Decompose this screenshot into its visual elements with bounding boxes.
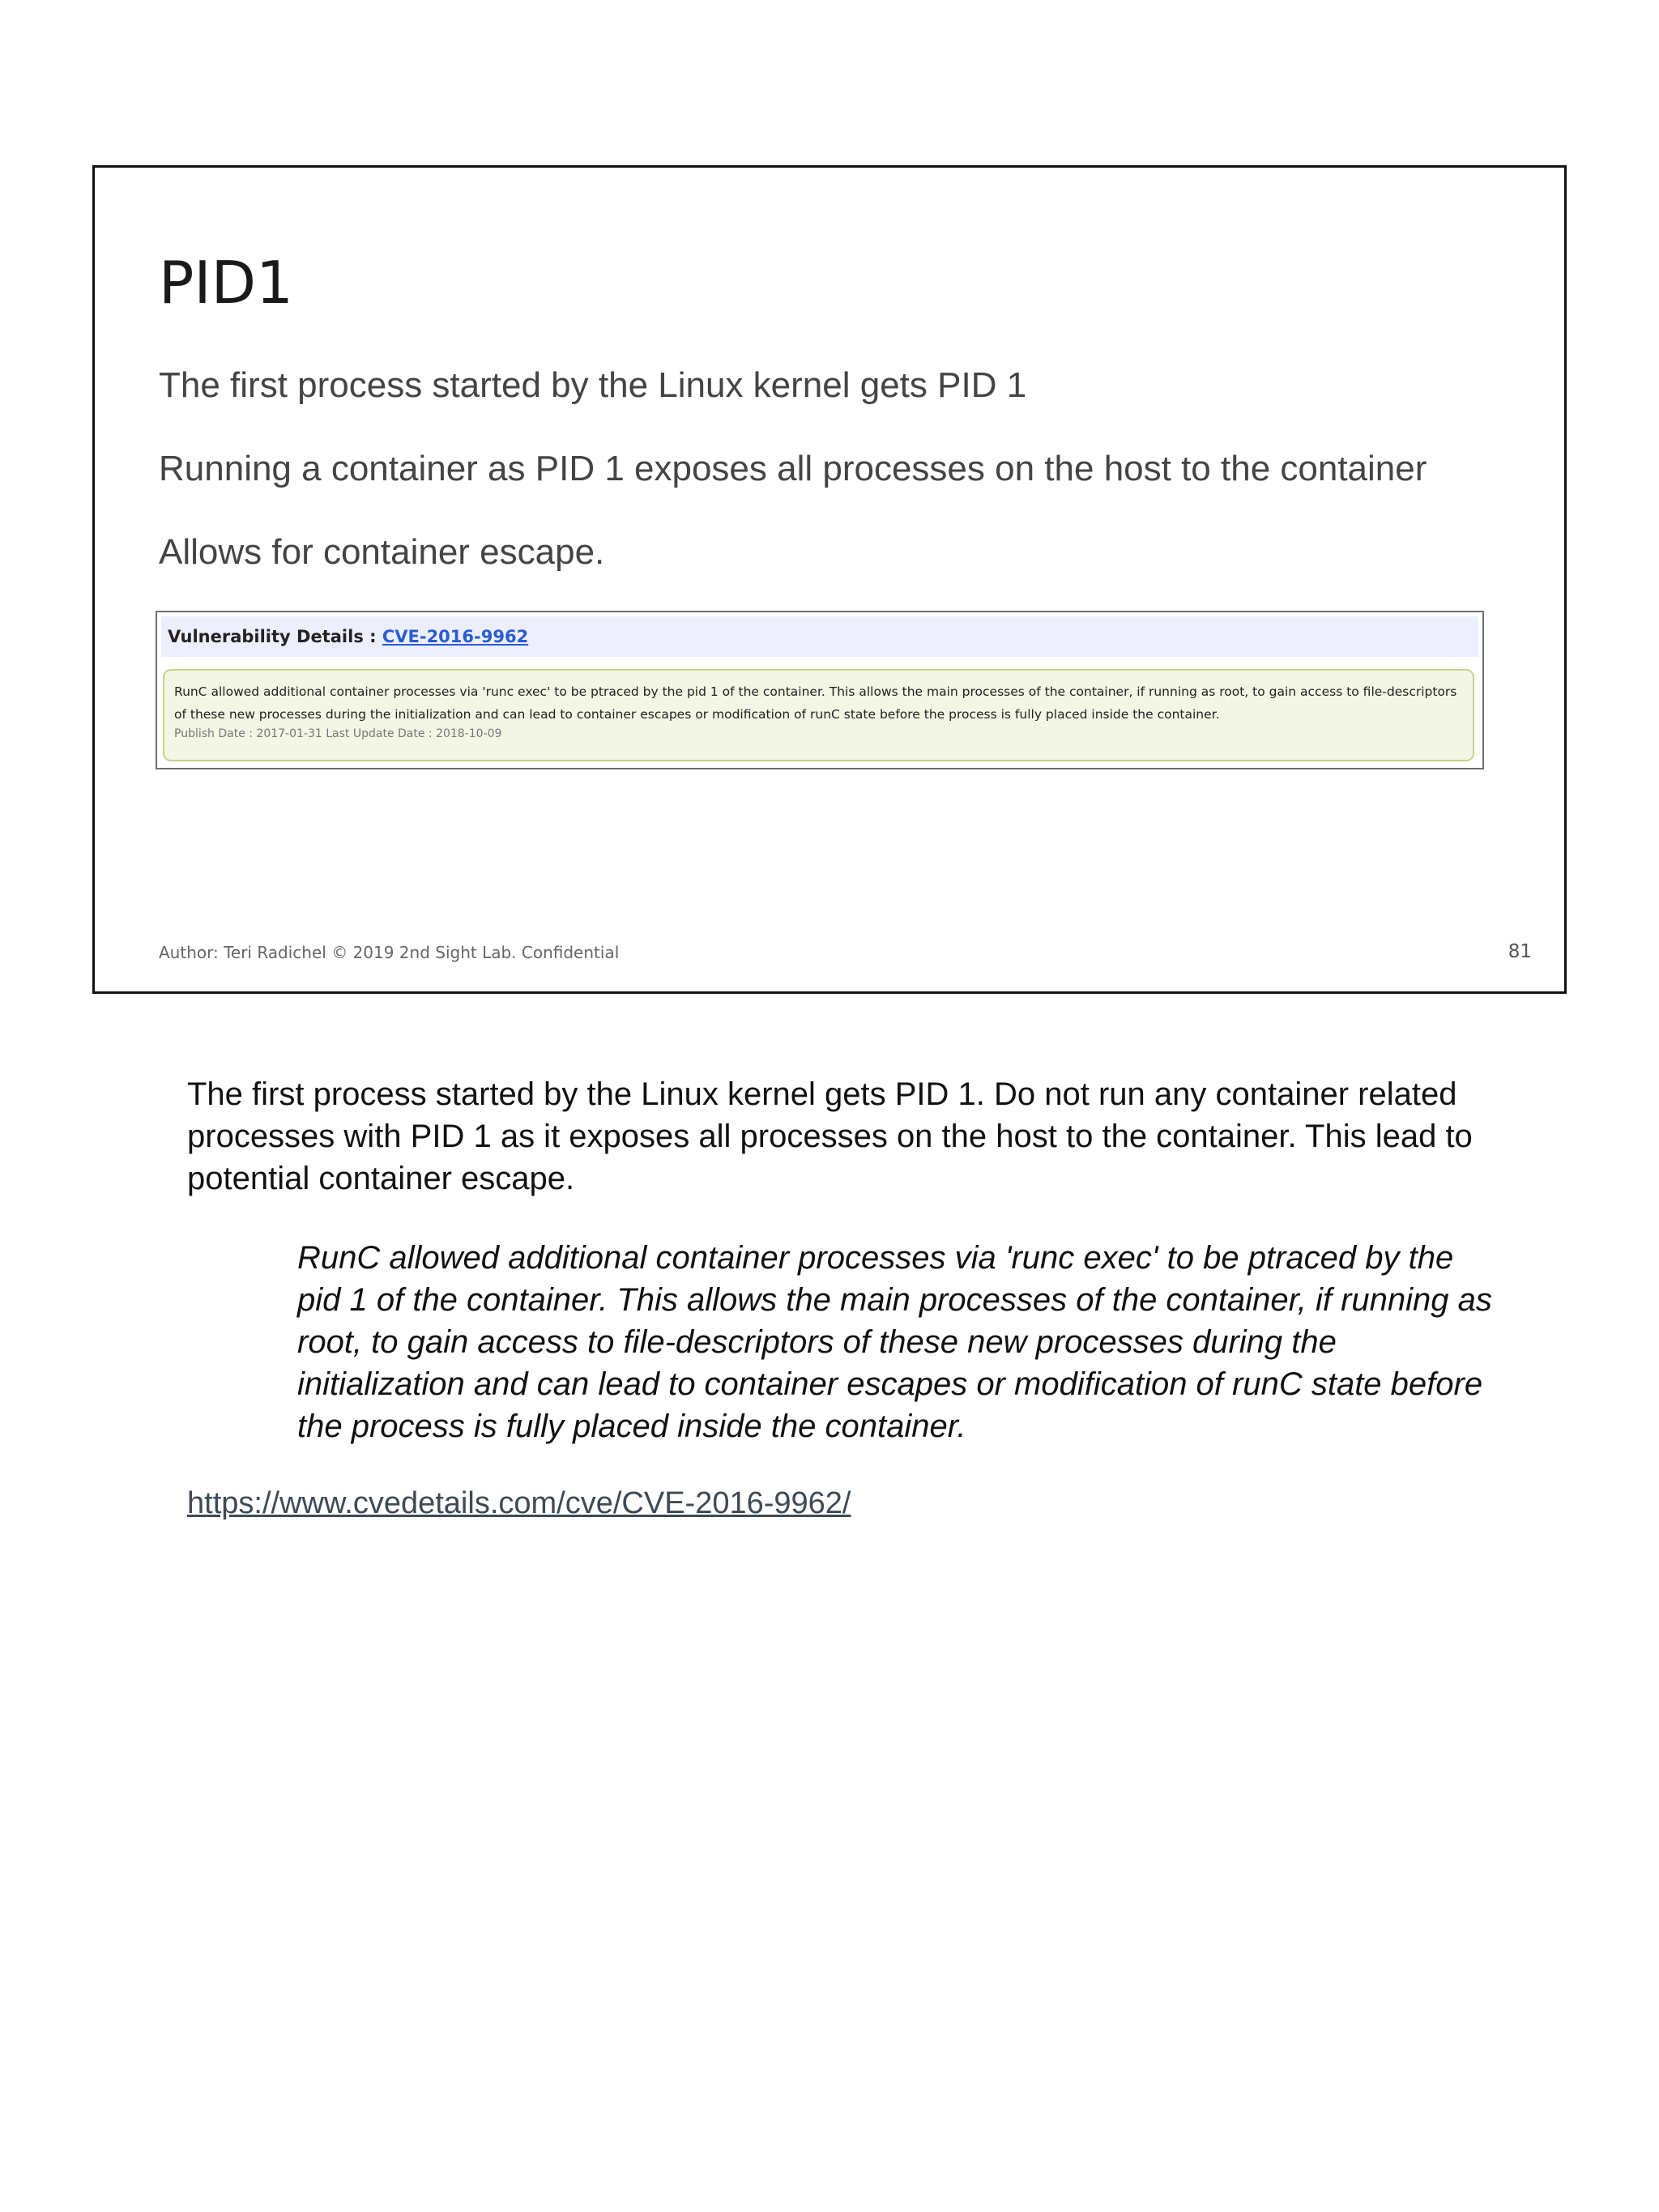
slide-bullet-3: Allows for container escape. (159, 532, 605, 572)
slide-bullet-2: Running a container as PID 1 exposes all processes on the host to the container (159, 449, 1427, 488)
cve-dates: Publish Date : 2017-01-31 Last Update Date : 2018-10-09 (174, 727, 502, 740)
slide-title: PID1 (159, 249, 293, 317)
cve-description-box (163, 669, 1474, 761)
cve-description: RunC allowed additional container processes via 'runc exec' to be ptraced by the pid 1 of the container. This allows the main processes of the container, if running as root, to gain access to file-descriptors of these new processes during the initialization and can lead to container escapes or modification of runC state before the process is fully placed inside the container. (174, 684, 1457, 722)
notes-quote: RunC allowed additional container processes via 'runc exec' to be ptraced by the pid 1 of the container. This allows the main processes of the container, if running as root, to gain access to file-descriptors of these new processes during the initialization and can lead to container escapes or modification of runC state before the process is fully placed inside the container. (297, 1240, 1492, 1444)
slide-footer: Author: Teri Radichel © 2019 2nd Sight Lab. Confidential (159, 943, 620, 962)
reference-link[interactable]: https://www.cvedetails.com/cve/CVE-2016-9962/ (187, 1486, 851, 1520)
cve-header-label: Vulnerability Details : (168, 627, 382, 646)
slide-number: 81 (1508, 941, 1532, 962)
speaker-notes: The first process started by the Linux kernel gets PID 1. Do not run any container related processes with PID 1 as it exposes all processes on the host to the container. This lead to potential container escape. (187, 1076, 1473, 1196)
cve-header (161, 616, 1478, 657)
cve-id-link[interactable]: CVE-2016-9962 (382, 627, 529, 646)
slide-bullet-1: The first process started by the Linux kernel gets PID 1 (159, 365, 1027, 405)
cve-screenshot (156, 611, 1484, 769)
slide (92, 165, 1567, 994)
